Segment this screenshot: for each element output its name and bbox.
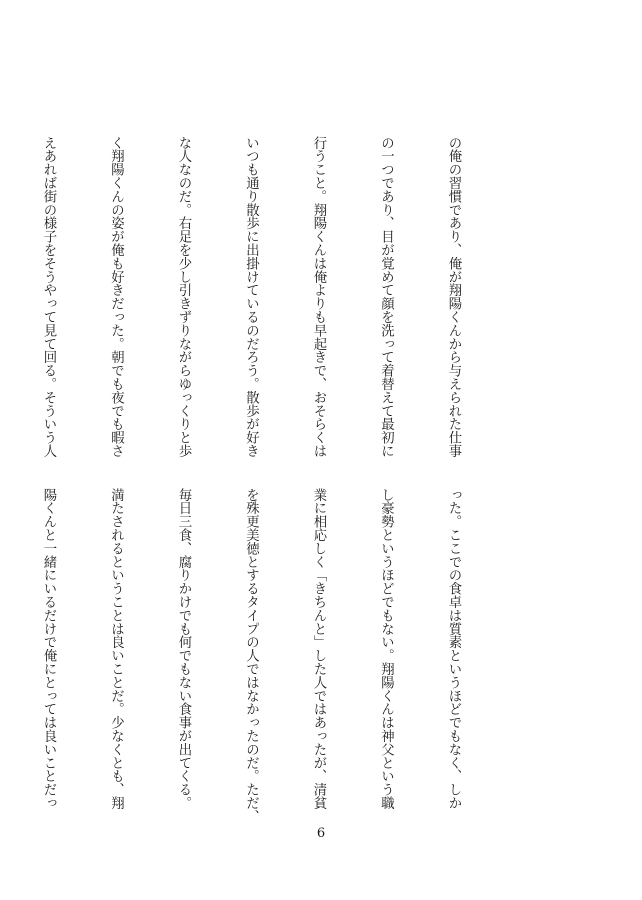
text-column: 毎日三食、腐りかけでも何でもない食事が出てくる。 — [176, 488, 191, 810]
text-column: を殊更美徳とするタイプの人ではなかったのだ。ただ、 — [243, 488, 259, 823]
lower-text-block — [0, 488, 509, 823]
text-column: な人なのだ。右足を少し引きずりながらゆっくりと歩 — [176, 136, 191, 458]
text-column: った。ここでの食卓は質素というほどでもなく、しか — [446, 488, 461, 810]
text-column: 陽くんと一緒にいるだけで俺にとっては良いことだっ — [41, 488, 56, 810]
text-column: の俺の習慣であり、俺が翔陽くんから与えられた仕事 — [446, 136, 461, 458]
text-column: く翔陽くんの姿が俺も好きだった。朝でも夜でも暇さ — [108, 136, 124, 458]
text-column: 業に相応しく「きちんと」した人ではあったが、清貧 — [311, 488, 326, 810]
text-column: 満たされるということは良いことだ。少なくとも、翔 — [108, 488, 124, 810]
text-column: いつも通り散歩に出掛けているのだろう。散歩が好き — [243, 136, 259, 458]
text-column: えあれば街の様子をそうやって見て回る。そういう人 — [41, 136, 56, 458]
upper-text-block — [0, 136, 509, 458]
page-number: 6 — [316, 826, 326, 841]
text-column: の一つであり、目が覚めて顔を洗って着替えて最初に — [378, 136, 394, 458]
text-column: 行うこと。翔陽くんは俺よりも早起きで、おそらくは — [311, 136, 326, 458]
text-column: し豪勢というほどでもない。翔陽くんは神父という職 — [378, 488, 394, 810]
